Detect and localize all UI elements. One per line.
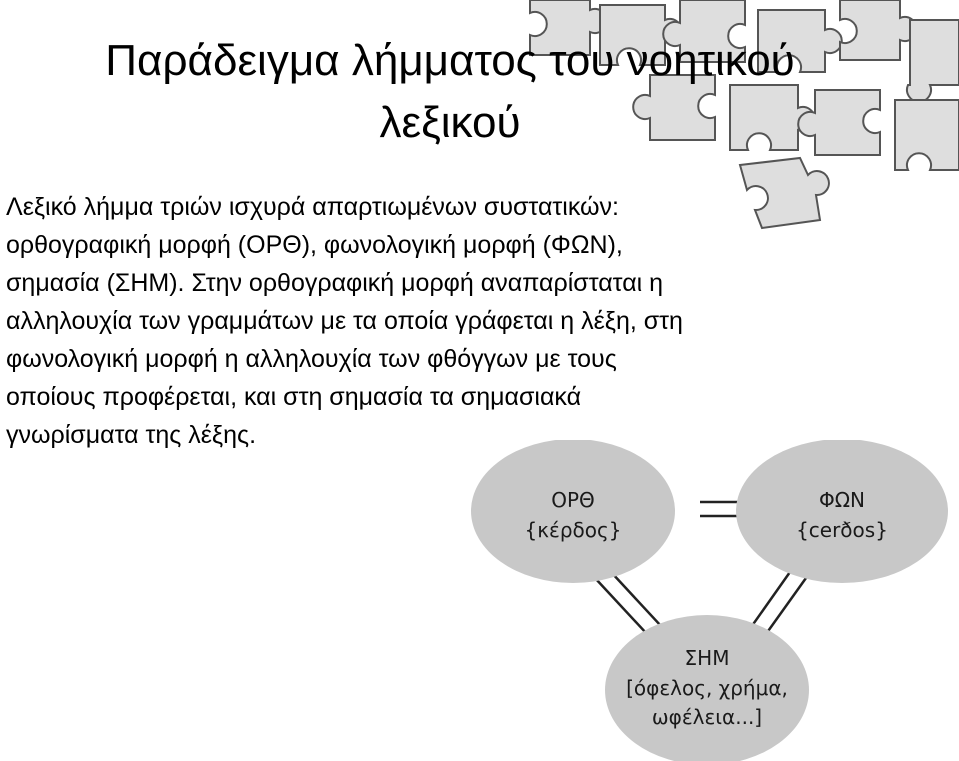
body-paragraph [6,188,906,454]
body-line: γνωρίσματα της λέξης. [6,421,257,449]
slide-title-line: λεξικού [379,98,521,147]
node-sem-name: ΣΗΜ [684,646,730,670]
body-line: ορθογραφική μορφή (ΟΡΘ), φωνολογική μορφή (ΦΩΝ), [6,231,623,259]
body-line: σημασία (ΣΗΜ). Στην ορθογραφική μορφή αναπαρίσταται η [6,269,664,297]
body-line: φωνολογική μορφή η αλληλουχία των φθόγγων με τους [6,345,617,373]
node-orth [471,440,675,583]
puzzle-piece [895,100,959,170]
node-phon-name: ΦΩΝ [819,488,865,512]
node-orth-name: ΟΡΘ [551,488,595,512]
slide-title-line: Παράδειγμα λήμματος του νοητικού [105,36,795,85]
node-orth-value: {κέρδος} [524,518,622,542]
slide-title [0,30,900,154]
lexical-entry-diagram [460,440,959,761]
node-phon-value: {cerðos} [796,518,888,542]
node-sem-value: [όφελος, χρήμα, [626,676,788,700]
body-line: αλληλουχία των γραμμάτων με τα οποία γράφεται η λέξη, στη [6,307,683,335]
body-line: οποίους προφέρεται, και στη σημασία τα σημασιακά [6,383,582,411]
node-sem [605,615,809,761]
puzzle-piece [907,20,959,102]
body-line: Λεξικό λήμμα τριών ισχυρά απαρτιωμένων συστατικών: [6,193,619,221]
node-phon [736,440,948,583]
node-sem-value: ωφέλεια...] [651,705,763,729]
